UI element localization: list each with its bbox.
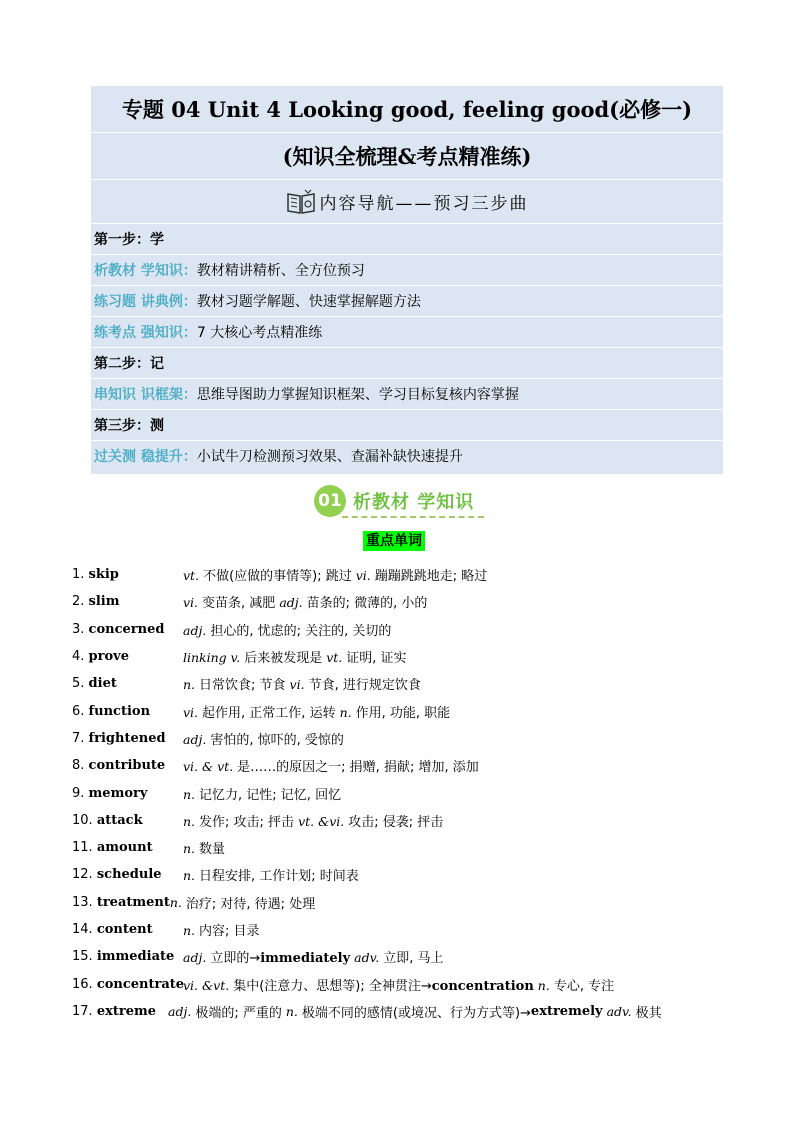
vocab-item: 7. frightened adj. 害怕的, 惊吓的, 受惊的: [72, 730, 344, 748]
vocab-item: 1. skip vt. 不做(应做的事情等); 跳过 vi. 蹦蹦跳跳地走; 略过: [72, 567, 488, 585]
vocab-list: [72, 561, 772, 1025]
section-divider: [342, 516, 484, 518]
section-label: 析教材 学知识: [353, 492, 475, 513]
vocab-item: 5. diet n. 日常饮食; 节食 vi. 节食, 进行规定饮食: [72, 676, 421, 694]
vocab-item: 8. contribute vi. & vt. 是……的原因之一; 捐赠, 捐献; 增加, 添加: [72, 758, 479, 776]
vocab-item: 12. schedule n. 日程安排, 工作计划; 时间表: [72, 867, 359, 885]
section-heading: [312, 483, 488, 521]
vocab-item: 13. treatment n. 治疗; 对待, 待遇; 处理: [72, 894, 316, 912]
content-navigation: [91, 180, 723, 224]
document-title: 专题 04 Unit 4 Looking good, feeling good(必修一): [91, 86, 723, 133]
step-item: 练习题 讲典例： 教材习题学解题、快速掌握解题方法: [91, 286, 723, 317]
step-item: 过关测 稳提升： 小试牛刀检测预习效果、查漏补缺快速提升: [94, 449, 463, 465]
vocab-item: 3. concerned adj. 担心的, 忧虑的; 关注的, 关切的: [72, 621, 392, 639]
header-box: [91, 86, 723, 474]
vocab-item: 11. amount n. 数量: [72, 840, 226, 858]
vocab-item: 9. memory n. 记忆力, 记性; 记忆, 回忆: [72, 785, 342, 803]
vocab-item: 4. prove linking v. 后来被发现是 vt. 证明, 证实: [72, 649, 407, 667]
key-words-heading: 重点单词: [363, 531, 425, 551]
document-subtitle: (知识全梳理&考点精准练): [91, 133, 723, 180]
vocab-item: 17. extreme adj. 极端的; 严重的 n. 极端不同的感情(或境况、行为方式等)→ extremely adv. 极其: [72, 1003, 662, 1021]
vocab-item: 14. content n. 内容; 目录: [72, 922, 260, 939]
section-number-badge: 01: [314, 485, 346, 517]
step-item: 练考点 强知识： 7 大核心考点精准练: [91, 317, 723, 348]
step-item: 析教材 学知识： 教材精讲精析、全方位预习: [91, 255, 723, 286]
step-item: 串知识 识框架： 思维导图助力掌握知识框架、学习目标复核内容掌握: [91, 379, 723, 410]
nav-title: 内容导航——预习三步曲: [319, 194, 529, 214]
vocab-item: 10. attack n. 发作; 攻击; 抨击 vt. &vi. 攻击; 侵袭; 抨击: [72, 812, 444, 830]
step-2-heading: 第二步：记: [91, 348, 723, 379]
step-3-heading: 第三步：测: [91, 410, 723, 441]
vocab-item: 2. slim vi. 变苗条, 减肥 adj. 苗条的; 微薄的, 小的: [72, 594, 428, 612]
vocab-item: 15. immediate adj. 立即的→immediately adv. 立即, 马上: [72, 949, 444, 967]
step-1-heading: 第一步：学: [91, 224, 723, 255]
book-icon: [286, 188, 316, 216]
vocab-item: 16. concentrate vi. &vt. 集中(注意力、思想等); 全神贯注→concentration n. 专心, 专注: [72, 976, 615, 994]
vocab-item: 6. function vi. 起作用, 正常工作, 运转 n. 作用, 功能, 职能: [72, 703, 451, 721]
